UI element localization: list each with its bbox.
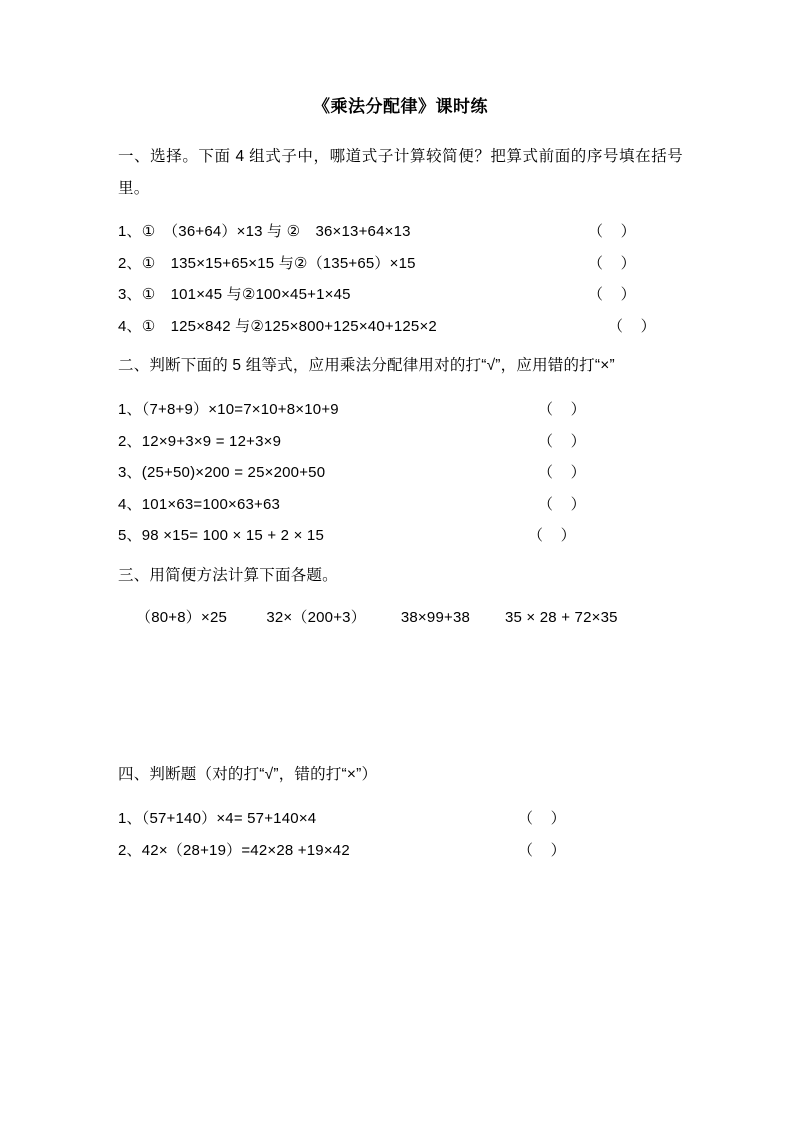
spacer <box>118 552 683 560</box>
answer-blank[interactable]: （ ） <box>538 432 586 450</box>
question-item <box>118 394 683 426</box>
question-item <box>118 426 683 458</box>
page-title: 《乘法分配律》课时练 <box>313 97 488 116</box>
question-item <box>118 279 683 311</box>
question-item <box>118 216 683 248</box>
spacer <box>118 595 683 603</box>
question-text: 5、98 ×15= 100 × 15 + 2 × 15 <box>118 527 324 545</box>
question-text: 4、① 125×842 与②125×800+125×40+125×2 <box>118 317 437 335</box>
spacer <box>118 208 683 216</box>
section-2-heading: 二、判断下面的 5 组等式，应用乘法分配律用对的打“√”，应用错的打“×” <box>118 357 615 375</box>
answer-blank[interactable]: （ ） <box>538 401 586 419</box>
question-text: 1、① （36+64）×13 与 ② 36×13+64×13 <box>118 223 411 241</box>
answer-blank[interactable]: （ ） <box>588 286 636 304</box>
section-1-heading: 一、选择。下面 4 组式子中，哪道式子计算较简便？把算式前面的序号填在括号里。 <box>118 147 683 197</box>
answer-blank[interactable]: （ ） <box>538 495 586 513</box>
spacer <box>118 386 683 394</box>
calculation-problems: （80+8）×25 32×（200+3） 38×99+38 35 × 28 + 72×35 <box>136 609 618 627</box>
question-text: 2、42×（28+19）=42×28 +19×42 <box>118 841 350 859</box>
answer-blank[interactable]: （ ） <box>608 317 656 335</box>
answer-blank[interactable]: （ ） <box>518 810 566 828</box>
answer-blank[interactable]: （ ） <box>518 841 566 859</box>
question-text: 1、（7+8+9）×10=7×10+8×10+9 <box>118 401 339 419</box>
question-text: 2、① 135×15+65×15 与②（135+65）×15 <box>118 254 416 272</box>
answer-blank[interactable]: （ ） <box>588 223 636 241</box>
answer-blank[interactable]: （ ） <box>528 527 576 545</box>
section-3-heading: 三、用简便方法计算下面各题。 <box>118 566 338 584</box>
question-item <box>118 248 683 280</box>
question-text: 3、① 101×45 与②100×45+1×45 <box>118 286 351 304</box>
question-item <box>118 520 683 552</box>
question-text: 2、12×9+3×9 = 12+3×9 <box>118 432 282 450</box>
section-4-heading: 四、判断题（对的打“√”，错的打“×”） <box>118 766 378 784</box>
question-text: 4、101×63=100×63+63 <box>118 495 281 513</box>
question-item <box>118 803 683 835</box>
question-item <box>118 457 683 489</box>
spacer <box>118 795 683 803</box>
question-text: 3、(25+50)×200 = 25×200+50 <box>118 464 326 482</box>
spacer <box>118 342 683 350</box>
answer-blank[interactable]: （ ） <box>588 254 636 272</box>
work-area <box>118 633 683 759</box>
answer-blank[interactable]: （ ） <box>538 464 586 482</box>
question-item <box>118 311 683 343</box>
question-item <box>118 835 683 867</box>
question-item <box>118 489 683 521</box>
question-text: 1、（57+140）×4= 57+140×4 <box>118 810 317 828</box>
